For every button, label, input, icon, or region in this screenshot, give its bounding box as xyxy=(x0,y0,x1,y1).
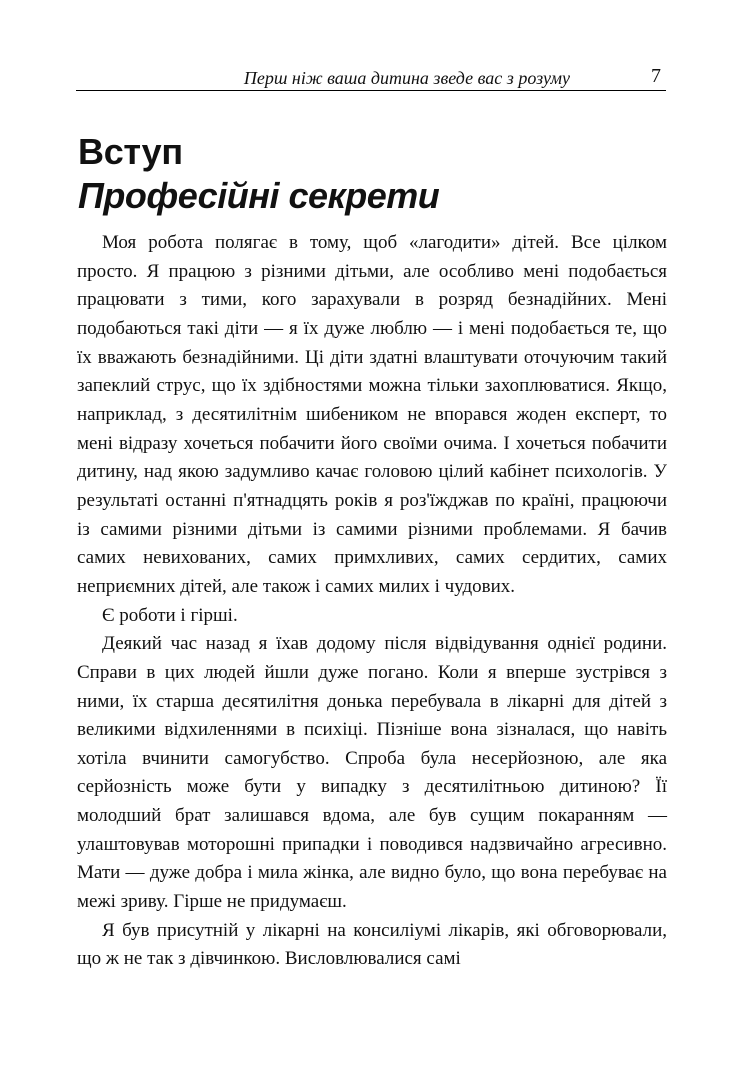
paragraph: Деякий час назад я їхав додому після відвідування однієї родини. Справи в цих людей йшли дуже погано. Коли я вперше зустрівся з ними, їх старша десятилітня донька перебувала в лікарні для дітей з великими відхиленнями в психіці. Пізніше вона зізналася, що навіть хотіла вчинити самогубство. Спроба була несерйозною, але яка серйозність може бути у випадку з десятилітньою дитиною? Її молодший брат залишався вдома, але був сущим покаранням — улаштовував моторошні припадки і поводився надзвичайно агресивно. Мати — дуже добра і мила жінка, але видно було, що вона перебуває на межі зриву. Гірше не придумаєш. xyxy=(77,633,667,913)
body-text xyxy=(77,229,667,974)
chapter-title: Професійні секрети xyxy=(78,175,440,216)
paragraph: Моя робота полягає в тому, щоб «лагодити» дітей. Все цілком просто. Я працюю з різними дітьми, але особливо мені подобається працювати з тими, кого зарахували в розряд безнадійних. Мені подобаються такі діти — я їх дуже люблю — і мені подобається те, що їх вважають безнадійними. Ці діти здатні влаштувати оточуючим такий запеклий струс, що їх здібностями можна тільки захоплюватися. Якщо, наприклад, з десятилітнім шибеником не впорався жоден експерт, то мені відразу хочеться побачити його своїми очима. І хочеться побачити дитину, над якою задумливо качає головою цілий кабінет психологів. У результаті останні п'ятнадцять років я роз'їжджав по країні, працюючи із самими різними дітьми із самими різними проблемами. Я бачив самих невихованих, самих примхливих, самих сердитих, самих неприємних дітей, але також і самих милих і чудових. xyxy=(77,232,667,597)
page-number: 7 xyxy=(651,65,661,87)
running-title: Перш ніж ваша дитина зведе вас з розуму xyxy=(243,68,570,88)
chapter-heading xyxy=(78,130,678,218)
paragraph: Я був присутній у лікарні на консиліумі лікарів, які обговорювали, що ж не так з дівчинкою. Висловлювалися самі xyxy=(77,919,667,970)
running-header xyxy=(76,60,666,91)
paragraph: Є роботи і гірші. xyxy=(102,604,238,626)
chapter-label: Вступ xyxy=(78,131,183,172)
